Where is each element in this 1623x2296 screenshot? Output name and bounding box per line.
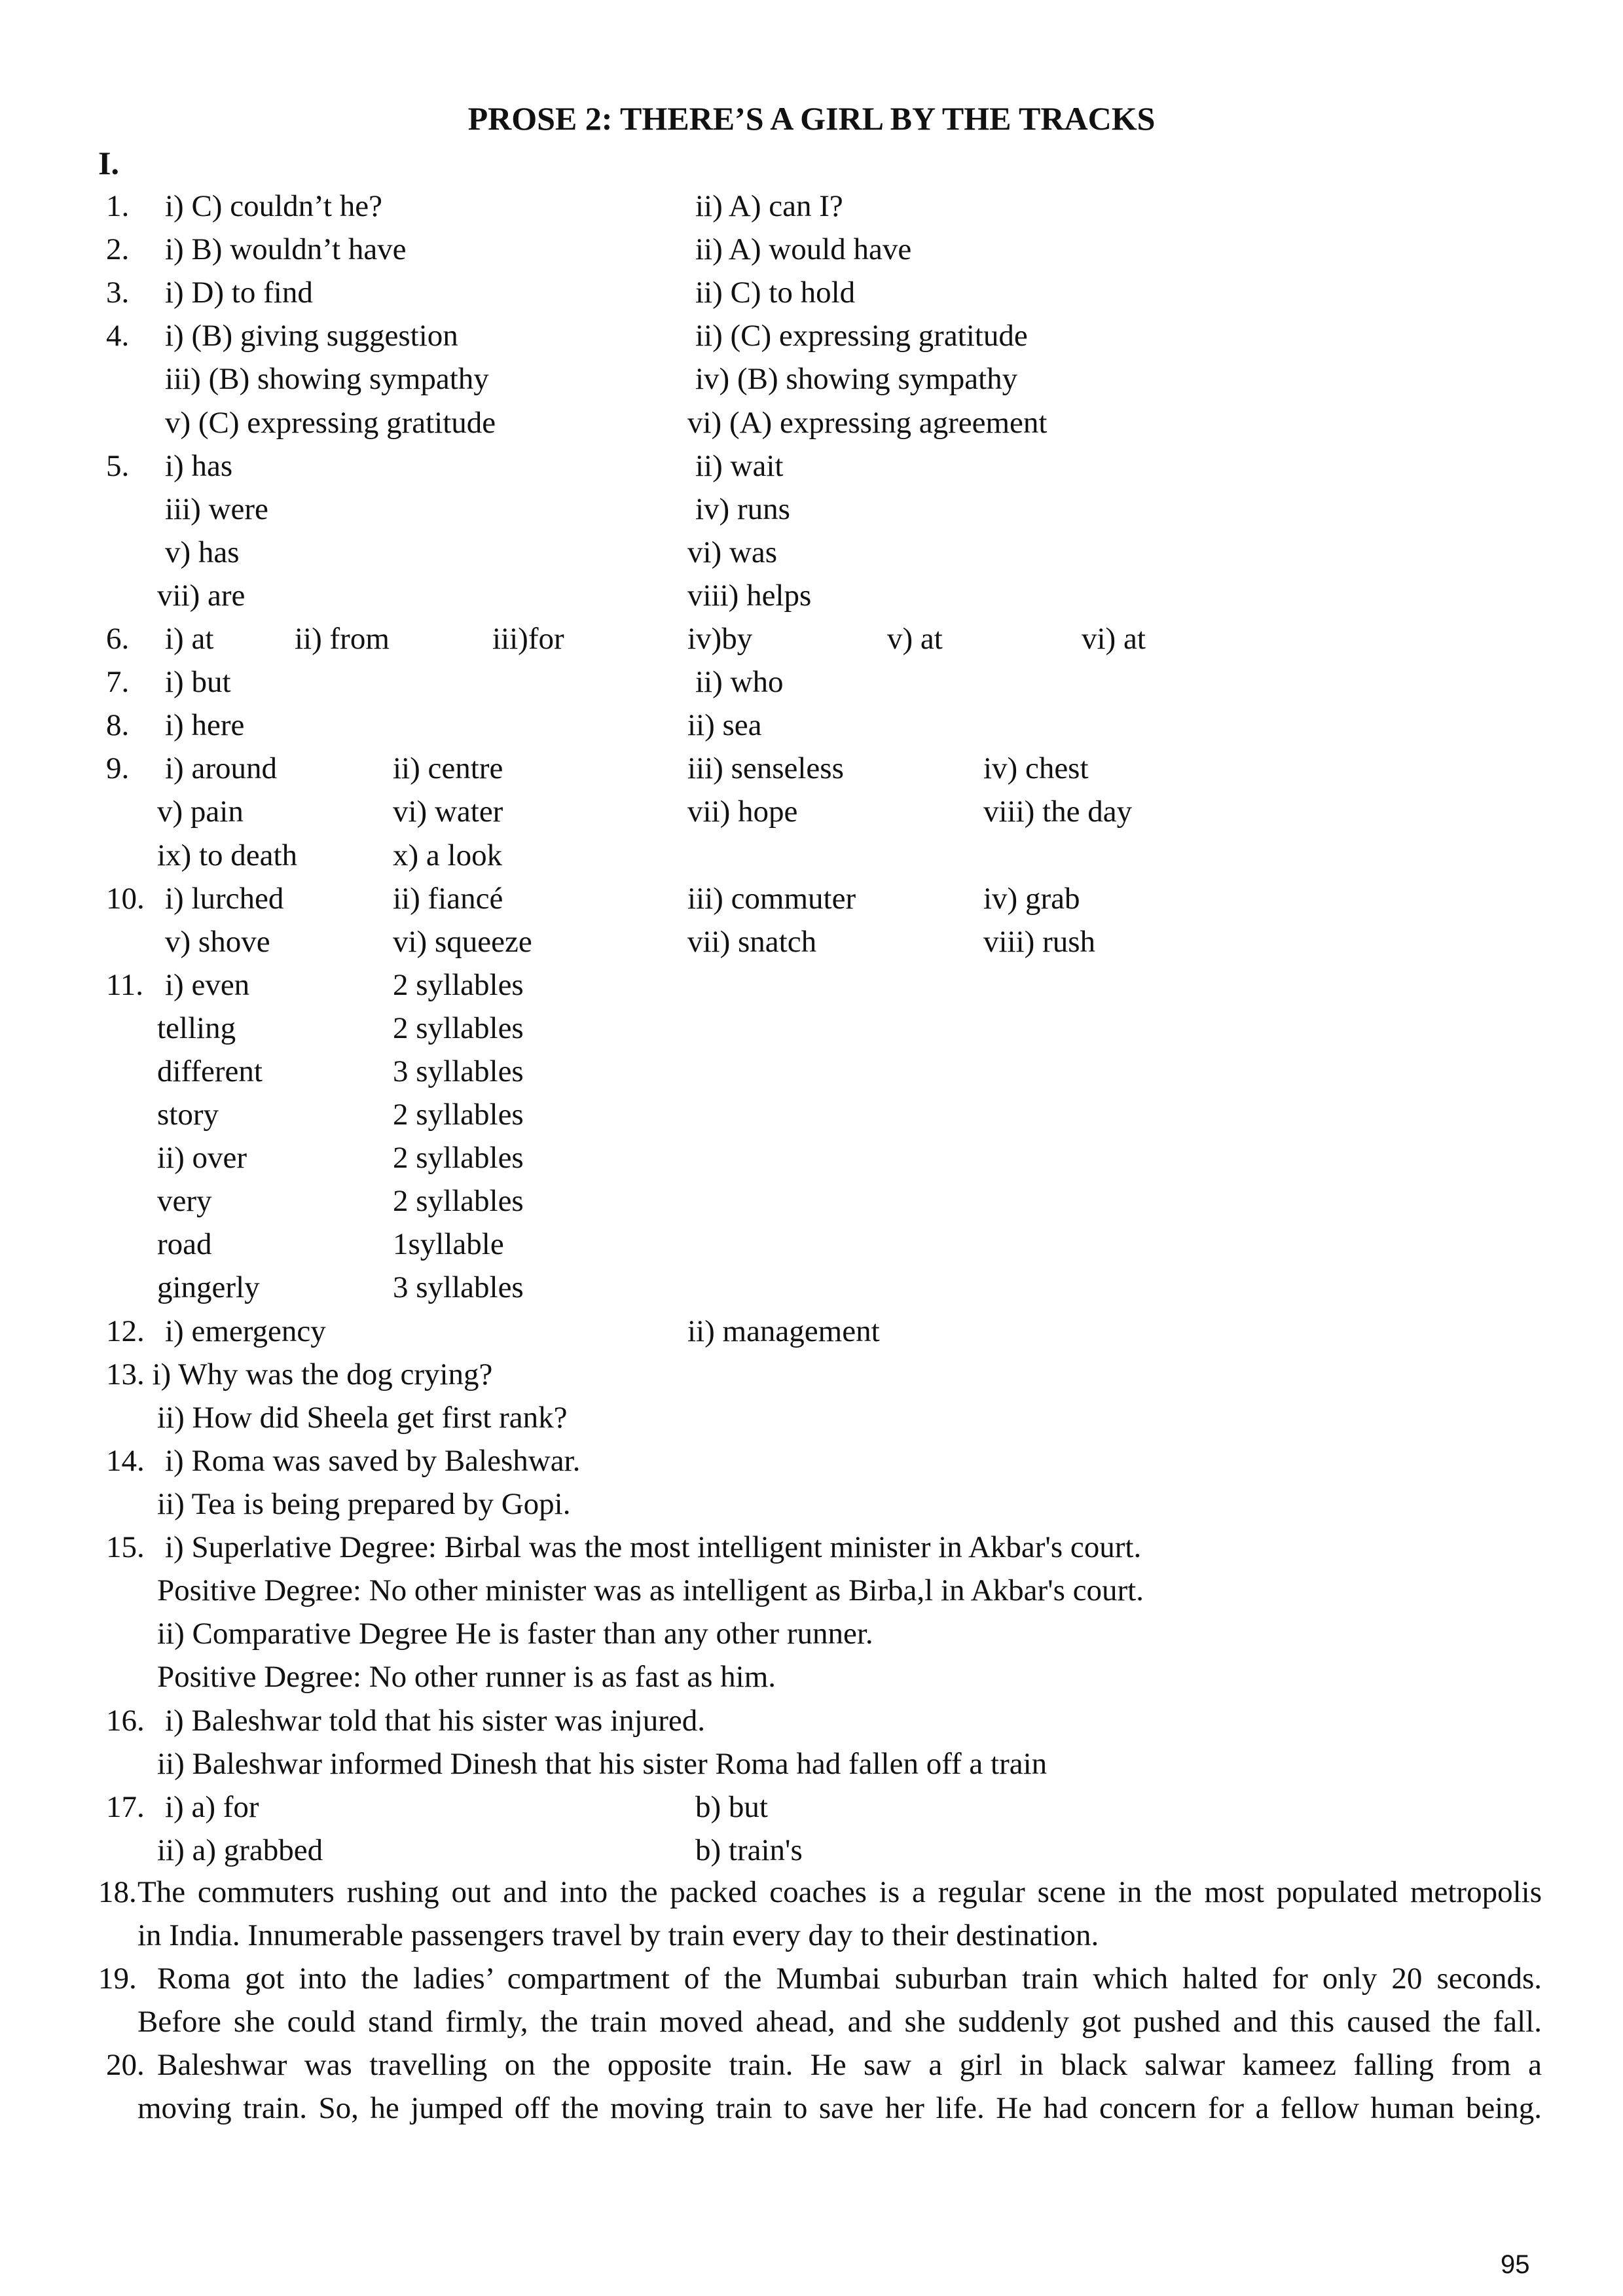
question-number: 4. bbox=[106, 319, 130, 353]
paragraph-line: The commuters rushing out and into the packed coaches is a regular scene in the most populated metropolis bbox=[137, 1875, 1542, 1909]
answer-text: iii) were bbox=[165, 492, 268, 526]
answer-text: road bbox=[157, 1227, 212, 1261]
paragraph-line: Baleshwar was travelling on the opposite train. He saw a girl in black salwar kameez falling from a bbox=[157, 2048, 1542, 2082]
answer-text: i) Roma was saved by Baleshwar. bbox=[165, 1444, 581, 1478]
answer-text: ii) who bbox=[695, 665, 784, 699]
answer-text: x) a look bbox=[393, 838, 503, 872]
answer-text: i) C) couldn’t he? bbox=[165, 189, 382, 223]
answer-text: ii) (C) expressing gratitude bbox=[695, 319, 1028, 353]
paragraph-line: moving train. So, he jumped off the moving train to save her life. He had concern for a fellow human being. bbox=[137, 2091, 1542, 2125]
answer-text: 3 syllables bbox=[393, 1054, 524, 1088]
paragraph-line: Before she could stand firmly, the train moved ahead, and she suddenly got pushed and this caused the fall. bbox=[137, 2005, 1542, 2039]
answer-text: 2 syllables bbox=[393, 1184, 524, 1218]
question-number: 2. bbox=[106, 232, 130, 266]
answer-text: ii) sea bbox=[687, 708, 762, 742]
paragraph-number: 20. bbox=[106, 2048, 145, 2082]
answer-text: i) has bbox=[165, 449, 233, 483]
answer-text: vii) snatch bbox=[687, 925, 817, 959]
answer-text: vii) are bbox=[157, 579, 246, 613]
question-number: 15. bbox=[106, 1530, 145, 1564]
answer-text: iv) grab bbox=[983, 882, 1080, 916]
answer-text: gingerly bbox=[157, 1270, 260, 1304]
answer-text: 2 syllables bbox=[393, 1098, 524, 1132]
answer-text: viii) rush bbox=[983, 925, 1096, 959]
question-number: 10. bbox=[106, 882, 145, 916]
answer-text: story bbox=[157, 1098, 219, 1132]
answer-text: vi) (A) expressing agreement bbox=[687, 406, 1048, 440]
question-number: 6. bbox=[106, 622, 130, 656]
answer-text: 3 syllables bbox=[393, 1270, 524, 1304]
answer-text: b) but bbox=[695, 1790, 768, 1824]
answer-text: i) here bbox=[165, 708, 245, 742]
paragraph-line: Roma got into the ladies’ compartment of the Mumbai suburban train which halted for only 20 seconds. bbox=[157, 1962, 1542, 1996]
answer-text: v) at bbox=[887, 622, 943, 656]
answer-text: i) at bbox=[165, 622, 214, 656]
answer-text: i) D) to find bbox=[165, 276, 313, 310]
answer-text: v) (C) expressing gratitude bbox=[165, 406, 496, 440]
question-number: 16. bbox=[106, 1704, 145, 1738]
answer-text: vi) was bbox=[687, 535, 778, 569]
question-number: 12. bbox=[106, 1314, 145, 1348]
answer-text: ii) C) to hold bbox=[695, 276, 856, 310]
question-number: 11. bbox=[106, 968, 144, 1002]
paragraph-answer bbox=[137, 2043, 1542, 2130]
answer-text: ii) Baleshwar informed Dinesh that his sister Roma had fallen off a train bbox=[157, 1747, 1048, 1781]
answer-text: vi) at bbox=[1082, 622, 1146, 656]
answer-text: i) a) for bbox=[165, 1790, 259, 1824]
page-number: 95 bbox=[1501, 2250, 1530, 2279]
answer-text: telling bbox=[157, 1011, 236, 1045]
answer-text: i) lurched bbox=[165, 882, 284, 916]
question-number: 9. bbox=[106, 751, 130, 785]
question-number: 3. bbox=[106, 276, 130, 310]
answer-text: i) B) wouldn’t have bbox=[165, 232, 407, 266]
question-number: 5. bbox=[106, 449, 130, 483]
answer-text: iii) commuter bbox=[687, 882, 856, 916]
answer-text: iii) (B) showing sympathy bbox=[165, 362, 489, 396]
answer-text: ii) centre bbox=[393, 751, 503, 785]
answer-text: iv) (B) showing sympathy bbox=[695, 362, 1018, 396]
answer-text: ii) A) would have bbox=[695, 232, 912, 266]
question-number: 14. bbox=[106, 1444, 145, 1478]
answer-text: 13. i) Why was the dog crying? bbox=[106, 1357, 493, 1391]
paragraph-answer bbox=[137, 1871, 1542, 1957]
answer-text: ii) wait bbox=[695, 449, 784, 483]
answer-text: i) around bbox=[165, 751, 277, 785]
answer-text: Positive Degree: No other runner is as fast as him. bbox=[157, 1660, 776, 1694]
question-number: 8. bbox=[106, 708, 130, 742]
answer-text: ii) a) grabbed bbox=[157, 1833, 323, 1867]
answer-text: ii) Tea is being prepared by Gopi. bbox=[157, 1487, 571, 1521]
answer-text: i) Baleshwar told that his sister was injured. bbox=[165, 1704, 705, 1738]
question-number: 17. bbox=[106, 1790, 145, 1824]
answer-text: i) even bbox=[165, 968, 250, 1002]
answer-text: Positive Degree: No other minister was as intelligent as Birba,l in Akbar's court. bbox=[157, 1573, 1144, 1607]
answer-text: 2 syllables bbox=[393, 1011, 524, 1045]
answer-text: ix) to death bbox=[157, 838, 298, 872]
answer-text: iii)for bbox=[492, 622, 564, 656]
page-title: PROSE 2: THERE’S A GIRL BY THE TRACKS bbox=[467, 100, 1156, 137]
answer-text: 1syllable bbox=[393, 1227, 504, 1261]
answer-text: ii) fiancé bbox=[393, 882, 503, 916]
answer-text: different bbox=[157, 1054, 263, 1088]
answer-text: i) (B) giving suggestion bbox=[165, 319, 458, 353]
paragraph-line: in India. Innumerable passengers travel by train every day to their destination. bbox=[137, 1918, 1099, 1952]
answer-text: iii) senseless bbox=[687, 751, 844, 785]
answer-text: b) train's bbox=[695, 1833, 803, 1867]
answer-text: 2 syllables bbox=[393, 968, 524, 1002]
paragraph-number: 19. bbox=[98, 1962, 137, 1996]
answer-text: vii) hope bbox=[687, 795, 798, 829]
paragraph-answer bbox=[137, 1957, 1542, 2043]
answer-text: ii) Comparative Degree He is faster than any other runner. bbox=[157, 1617, 873, 1651]
answer-text: i) emergency bbox=[165, 1314, 326, 1348]
answer-text: i) but bbox=[165, 665, 231, 699]
answer-text: v) shove bbox=[165, 925, 270, 959]
answer-text: 2 syllables bbox=[393, 1141, 524, 1175]
answer-text: viii) helps bbox=[687, 579, 812, 613]
answer-text: ii) A) can I? bbox=[695, 189, 843, 223]
answer-text: ii) from bbox=[295, 622, 390, 656]
answer-text: vi) squeeze bbox=[393, 925, 532, 959]
question-number: 1. bbox=[106, 189, 130, 223]
answer-text: iv) chest bbox=[983, 751, 1089, 785]
answer-text: vi) water bbox=[393, 795, 503, 829]
answer-text: ii) management bbox=[687, 1314, 880, 1348]
answer-text: very bbox=[157, 1184, 212, 1218]
paragraph-number: 18. bbox=[98, 1875, 137, 1909]
answer-text: ii) How did Sheela get first rank? bbox=[157, 1401, 568, 1435]
answer-text: iv)by bbox=[687, 622, 753, 656]
answer-text: iv) runs bbox=[695, 492, 790, 526]
answer-text: viii) the day bbox=[983, 795, 1133, 829]
answer-text: i) Superlative Degree: Birbal was the most intelligent minister in Akbar's court. bbox=[165, 1530, 1142, 1564]
question-number: 7. bbox=[106, 665, 130, 699]
answer-text: v) has bbox=[165, 535, 240, 569]
answer-text: v) pain bbox=[157, 795, 244, 829]
answer-text: ii) over bbox=[157, 1141, 247, 1175]
section-heading: I. bbox=[98, 145, 119, 181]
